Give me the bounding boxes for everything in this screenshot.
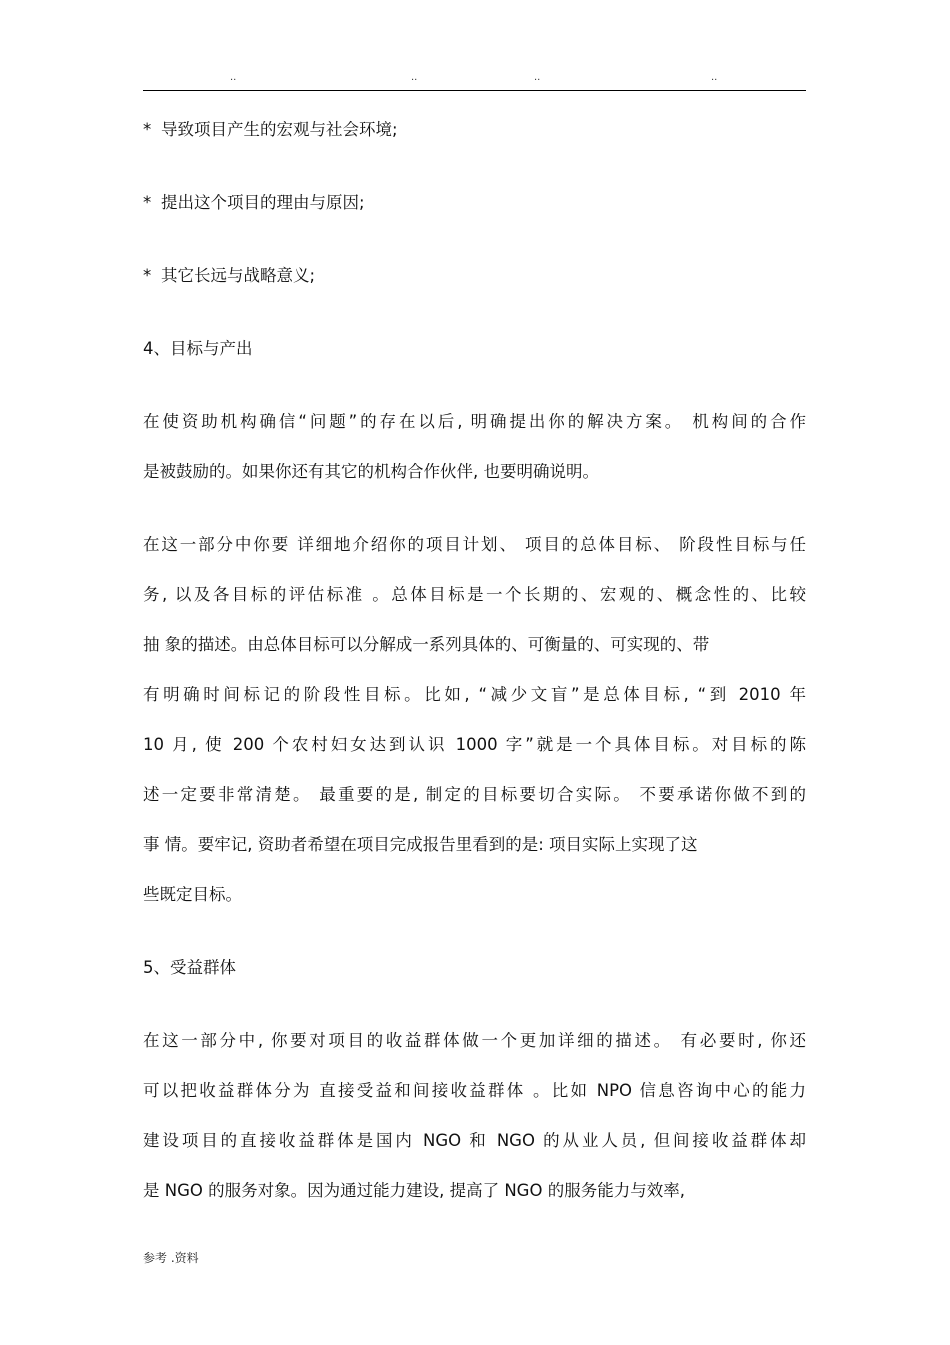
bullet-item [143,118,806,142]
text-line: 事 情。要牢记, 资助者希望在项目完成报告里看到的是: 项目实际上实现了这 [143,835,698,854]
header-mark: .. [534,72,541,83]
bullet-marker: * [143,193,152,212]
text-line: 10 月, 使 200 个农村妇女达到认识 1000 字”就是一个具体目标。对目标的陈 [143,735,806,754]
text-line: 有明确时间标记的阶段性目标。比如, “减少文盲”是总体目标, “到 2010 年 [143,685,806,704]
text-line: 抽 象的描述。由总体目标可以分解成一系列具体的、可衡量的、可实现的、带 [143,635,710,654]
page-footer: 参考 .资料 [143,1251,199,1265]
header-mark: .. [711,72,718,83]
bullet-marker: * [143,266,152,285]
section-heading: 5、受益群体 [143,958,236,977]
bullet-text: 导致项目产生的宏观与社会环境; [161,120,398,139]
paragraph [143,533,806,907]
header-mark: .. [411,72,418,83]
text-line: 建设项目的直接收益群体是国内 NGO 和 NGO 的从业人员, 但间接收益群体却 [143,1131,806,1150]
text-line: 务, 以及各目标的评估标准 。总体目标是一个长期的、宏观的、概念性的、比较 [143,585,806,604]
text-line: 是被鼓励的。如果你还有其它的机构合作伙伴, 也要明确说明。 [143,462,599,481]
paragraph [143,1029,806,1203]
bullet-item [143,264,806,288]
text-line: 在这一部分中你要 详细地介绍你的项目计划、 项目的总体目标、 阶段性目标与任 [143,535,806,554]
bullet-text: 提出这个项目的理由与原因; [161,193,365,212]
text-line: 在使资助机构确信“问题”的存在以后, 明确提出你的解决方案。 机构间的合作 [143,412,806,431]
text-line: 可以把收益群体分为 直接受益和间接收益群体 。比如 NPO 信息咨询中心的能力 [143,1081,806,1100]
text-line: 是 NGO 的服务对象。因为通过能力建设, 提高了 NGO 的服务能力与效率, [143,1181,685,1200]
page-header [143,72,806,86]
bullet-item [143,191,806,215]
header-rule [143,90,806,91]
bullet-text: 其它长远与战略意义; [161,266,316,285]
bullet-marker: * [143,120,152,139]
paragraph [143,410,806,484]
document-body [143,118,806,1252]
section-heading: 4、目标与产出 [143,339,253,358]
text-line: 在这一部分中, 你要对项目的收益群体做一个更加详细的描述。 有必要时, 你还 [143,1031,806,1050]
text-line: 述一定要非常清楚。 最重要的是, 制定的目标要切合实际。 不要承诺你做不到的 [143,785,806,804]
text-line: 些既定目标。 [143,885,242,904]
header-mark: .. [230,72,237,83]
